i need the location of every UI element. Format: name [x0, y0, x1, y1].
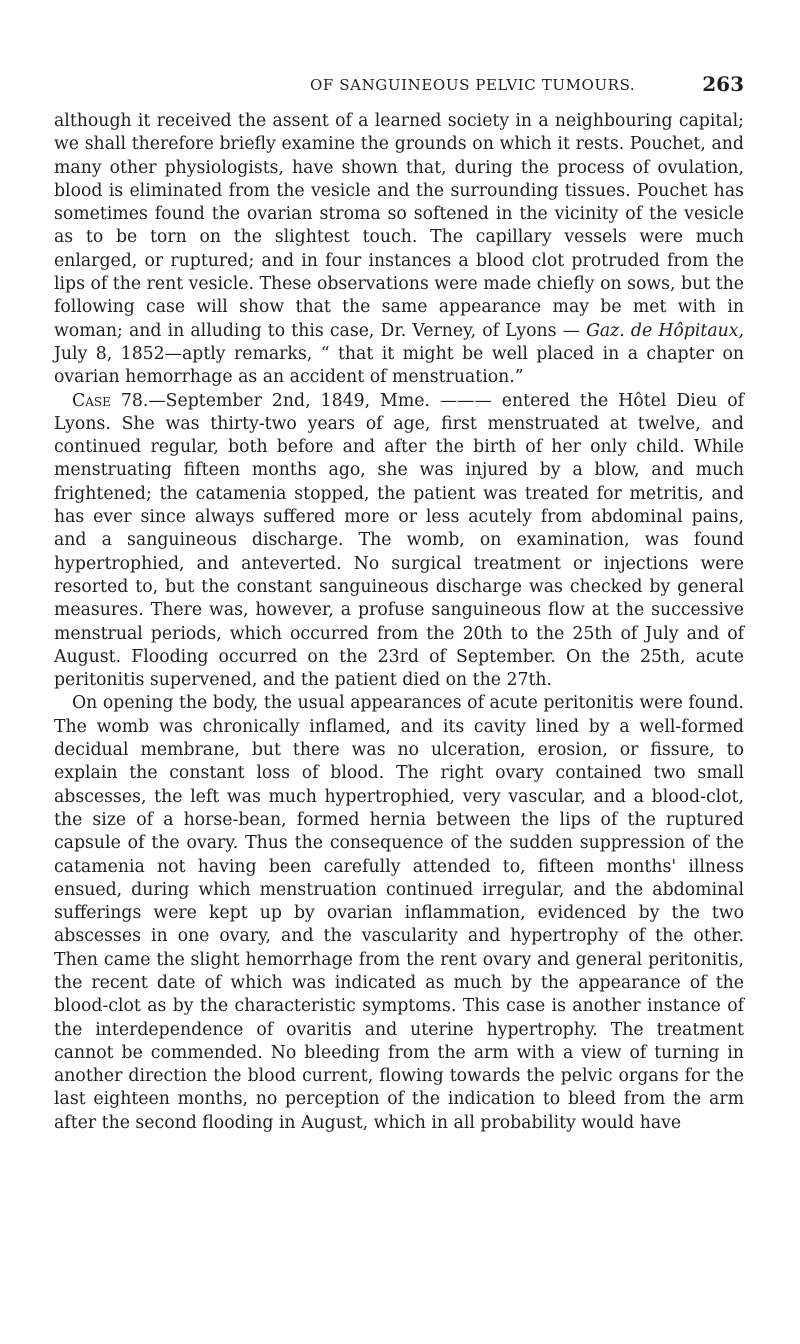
paragraph-3-text: On opening the body, the usual appearances of acute peritonitis were found. The womb was chronically inflamed, and its cavity lined by a well-formed decidual membrane, but there was no ulceration, erosion, or fissure, to explain the constant loss of blood. The right ovary contained two small abscesses, the left was much hypertrophied, very vascular, and a blood-clot, the size of a horse-bean, formed hernia between the lips of the ruptured capsule of the ovary. Thus the consequence of the sudden suppression of the catamenia not having been carefully attended to, fifteen months' illness ensued, during which menstruation continued irregular, and the abdominal sufferings were kept up by ovarian inflammation, evidenced by the two abscesses in one ovary, and the vascularity and hypertrophy of the other. Then came the slight hemorrhage from the rent ovary and general peritonitis, the recent date of which was indicated as much by the appearance of the blood-clot as by the characteristic symptoms. This case is another instance of the interdependence of ovaritis and uterine hypertrophy. The treatment cannot be commended. No bleeding from the arm with a view of turning in another direction the blood current, flowing towards the pelvic organs for the last eighteen months, no perception of the indication to bleed from the arm after the second flooding in August, which in all probability would have: [54, 693, 744, 1133]
paragraph-case-78: [54, 390, 744, 693]
paragraph-1: [54, 110, 744, 390]
paragraph-1-text: although it received the assent of a learned society in a neighbouring capital; we shall therefore briefly examine the grounds on which it rests. Pouchet, and many other physiologists, have shown that, during the process of ovulation, blood is eliminated from the vesicle and the surrounding tissues. Pouchet has sometimes found the ovarian stroma so softened in the vicinity of the vesicle as to be torn on the slightest touch. The capillary vessels were much enlarged, or ruptured; and in four instances a blood clot protruded from the lips of the rent vesicle. These observations were made chiefly on sows, but the following case will show that the same appearance may be met with in woman; and in alluding to this case, Dr. Verney, of Lyons —: [54, 111, 744, 341]
journal-citation: Gaz. de Hôpitaux,: [586, 320, 744, 341]
case-label: Case: [72, 390, 111, 411]
paragraph-1-text-end: July 8, 1852—aptly remarks, “ that it might be well placed in a chapter on ovarian hemorrhage as an accident of menstruation.”: [54, 343, 744, 388]
body-text: [54, 110, 744, 1135]
paragraph-3: [54, 692, 744, 1135]
case-78-text: 78.—September 2nd, 1849, Mme. ——— entered the Hôtel Dieu of Lyons. She was thirty-two years of age, first menstruated at twelve, and continued regular, both before and after the birth of her only child. While menstruating fifteen months ago, she was injured by a blow, and much frightened; the catamenia stopped, the patient was treated for metritis, and has ever since always suffered more or less acutely from abdominal pains, and a sanguineous discharge. The womb, on examination, was found hypertrophied, and anteverted. No surgical treatment or injections were resorted to, but the constant sanguineous discharge was checked by general measures. There was, however, a profuse sanguineous flow at the successive menstrual periods, which occurred from the 20th to the 25th of July and of August. Flooding occurred on the 23rd of September. On the 25th, acute peritonitis supervened, and the patient died on the 27th.: [54, 390, 744, 691]
book-page: [54, 0, 744, 1344]
running-head: [54, 72, 744, 100]
page-number: 263: [702, 72, 744, 96]
running-title: OF SANGUINEOUS PELVIC TUMOURS.: [310, 76, 636, 94]
